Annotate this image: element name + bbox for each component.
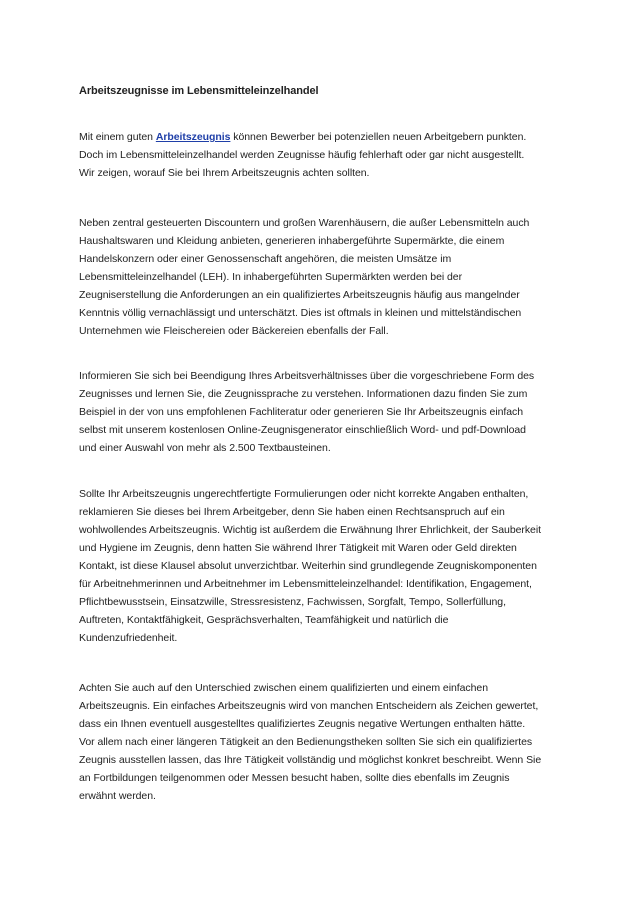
intro-line-2: Doch im Lebensmitteleinzelhandel werden Zeugnisse häufig fehlerhaft oder gar nicht ausgestellt. <box>79 149 525 161</box>
paragraph-line: Haushaltswaren und Kleidung anbieten, generieren inhabergeführte Supermärkte, die einem <box>79 235 505 247</box>
paragraph-line: wohlwollendes Arbeitszeugnis. Wichtig ist außerdem die Erwähnung Ihrer Ehrlichkeit, der Sauberkeit <box>79 524 541 536</box>
paragraph-line: Vor allem nach einer längeren Tätigkeit an den Bedienungstheken sollten Sie sich ein qualifiziertes <box>79 736 533 748</box>
paragraph-line: reklamieren Sie dieses bei Ihrem Arbeitgeber, denn Sie haben einen Rechtsanspruch auf ein <box>79 506 505 518</box>
paragraph-line: Beispiel in der von uns empfohlenen Fachliteratur oder generieren Sie Ihr Arbeitszeugnis einfach <box>79 406 524 418</box>
paragraph-line: Pflichtbewusstsein, Einsatzwille, Stressresistenz, Fachwissen, Sorgfalt, Tempo, Sollerfüllung, <box>79 596 506 608</box>
intro-text-after-link: können Bewerber bei potenziellen neuen Arbeitgebern punkten. <box>230 131 527 143</box>
intro-line-1 <box>79 128 569 146</box>
paragraph-qualified-certificate <box>79 679 569 805</box>
paragraph-line: Sollte Ihr Arbeitszeugnis ungerechtfertigte Formulierungen oder nicht korrekte Angaben enthalten, <box>79 488 529 500</box>
paragraph-line: Zeugnis ausstellen lassen, das Ihre Tätigkeit vollständig und möglichst konkret beschreibt. Wenn Sie <box>79 754 542 766</box>
paragraph-line: erwähnt werden. <box>79 790 156 802</box>
paragraph-line: und einer Auswahl von mehr als 2.500 Textbausteinen. <box>79 442 331 454</box>
arbeitszeugnis-link[interactable]: Arbeitszeugnis <box>155 131 231 143</box>
paragraph-information <box>79 367 569 457</box>
paragraph-line: Neben zentral gesteuerten Discountern und großen Warenhäusern, die außer Lebensmitteln auch <box>79 217 530 229</box>
paragraph-retail-structure <box>79 214 569 340</box>
paragraph-line: Arbeitszeugnis. Ein einfaches Arbeitszeugnis wird von manchen Entscheidern als Zeichen gewertet, <box>79 700 539 712</box>
paragraph-line: selbst mit unserem kostenlosen Online-Zeugnisgenerator einschließlich Word- und pdf-Download <box>79 424 526 436</box>
intro-paragraph <box>79 128 569 182</box>
paragraph-line: Zeugniserstellung die Anforderungen an ein qualifiziertes Arbeitszeugnis häufig aus mangelnder <box>79 289 520 301</box>
paragraph-line: Handelskonzern oder einer Genossenschaft angehören, die meisten Umsätze im <box>79 253 452 265</box>
paragraph-line: Zeugnisses und lernen Sie, die Zeugnissprache zu verstehen. Informationen dazu finden Sie zum <box>79 388 528 400</box>
paragraph-line: dass ein Ihnen eventuell ausgestelltes qualifiziertes Zeugnis negative Wertungen enthalten hätte. <box>79 718 526 730</box>
paragraph-line: Lebensmitteleinzelhandel (LEH). In inhabergeführten Supermärkten werden bei der <box>79 271 463 283</box>
paragraph-line: Achten Sie auch auf den Unterschied zwischen einem qualifizierten und einem einfachen <box>79 682 489 694</box>
paragraph-line: Informieren Sie sich bei Beendigung Ihres Arbeitsverhältnisses über die vorgeschriebene Form des <box>79 370 535 382</box>
paragraph-line: an Fortbildungen teilgenommen oder Messen besucht haben, sollte dies ebenfalls im Zeugnis <box>79 772 510 784</box>
paragraph-line: Unternehmen wie Fleischereien oder Bäckereien ebenfalls der Fall. <box>79 325 389 337</box>
paragraph-line: Kenntnis völlig vernachlässigt und unterschätzt. Dies ist oftmals in kleinen und mittelständischen <box>79 307 522 319</box>
paragraph-line: Kundenzufriedenheit. <box>79 632 178 644</box>
paragraph-line: Auftreten, Kontaktfähigkeit, Gesprächsverhalten, Teamfähigkeit und natürlich die <box>79 614 449 626</box>
paragraph-line: Kontakt, ist diese Klausel absolut unverzichtbar. Weiterhin sind grundlegende Zeugniskomponenten <box>79 560 537 572</box>
paragraph-complaints <box>79 485 569 647</box>
paragraph-line: und Hygiene im Zeugnis, denn hatten Sie während Ihrer Tätigkeit mit Waren oder Geld direkten <box>79 542 517 554</box>
intro-line-3: Wir zeigen, worauf Sie bei Ihrem Arbeitszeugnis achten sollten. <box>79 167 370 179</box>
paragraph-line: für Arbeitnehmerinnen und Arbeitnehmer im Lebensmitteleinzelhandel: Identifikation, Engagement, <box>79 578 532 590</box>
document-title: Arbeitszeugnisse im Lebensmitteleinzelhandel <box>79 85 319 97</box>
intro-text-before-link: Mit einem guten <box>79 131 156 143</box>
